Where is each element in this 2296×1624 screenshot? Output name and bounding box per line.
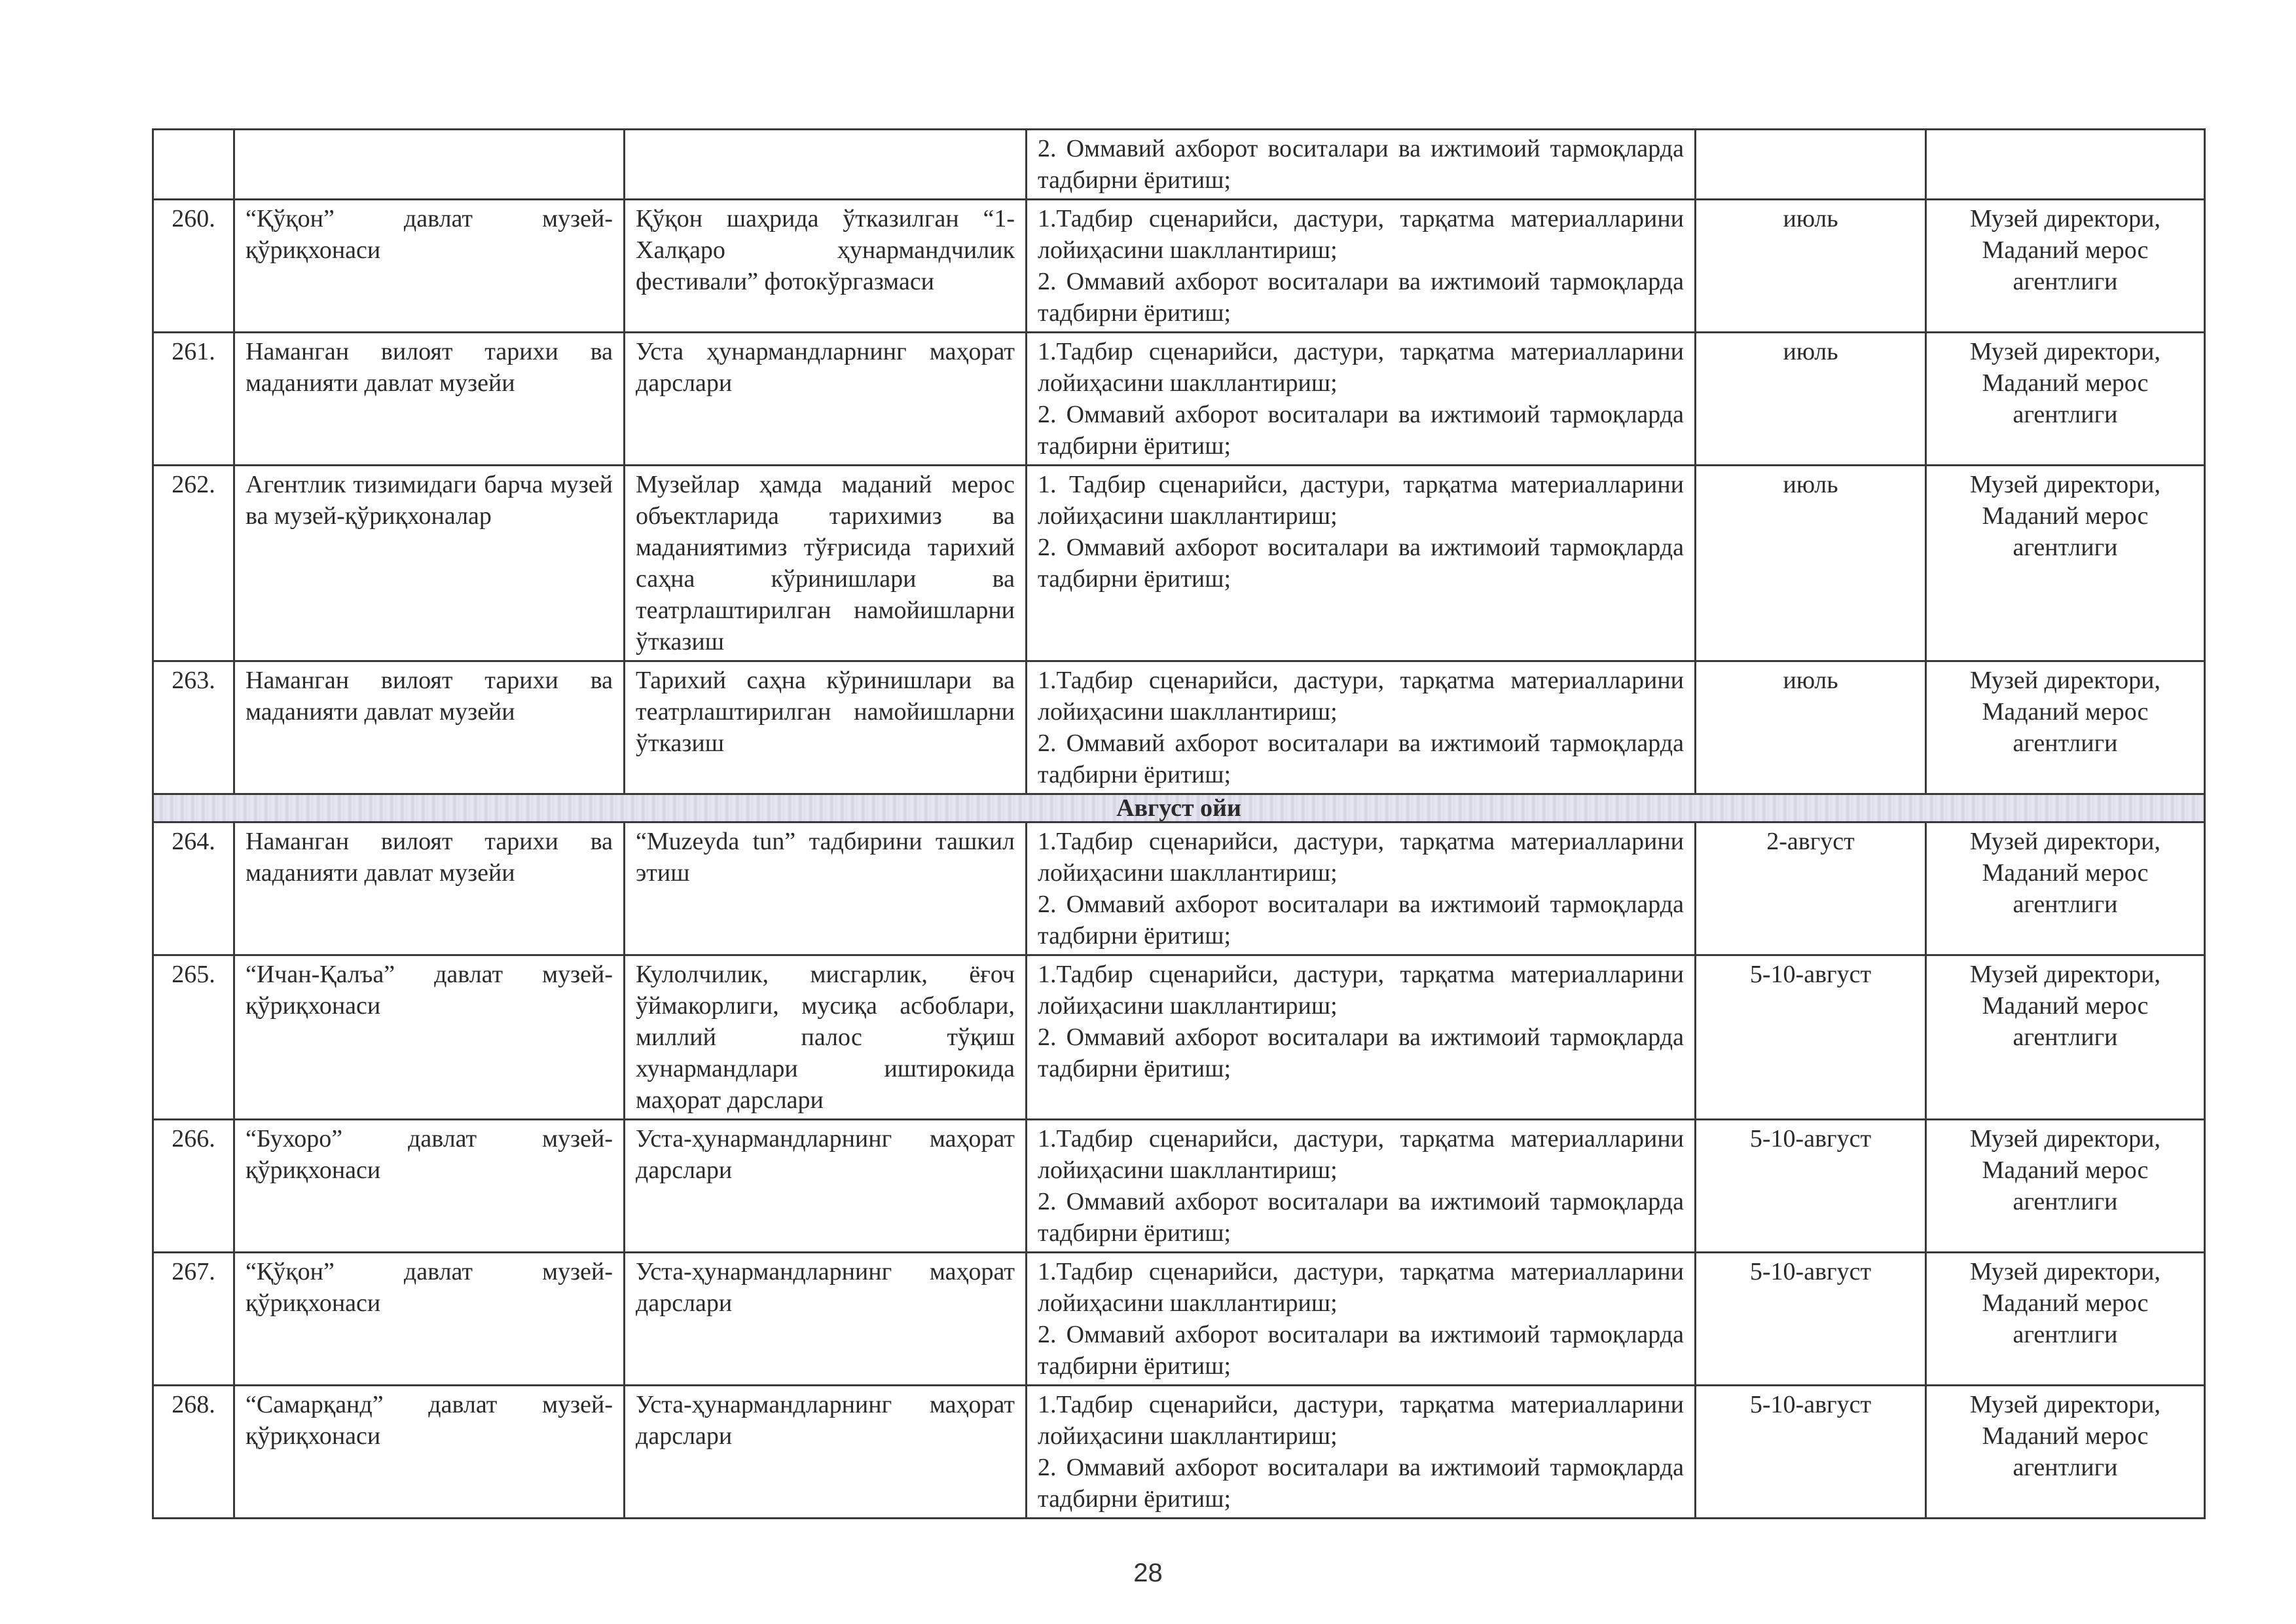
cell-number: 262. [153,466,234,661]
section-header-august: Август ойи [153,794,2205,822]
action-item: 1. Тадбир сценарийси, дастури, тарқатма материалларини лойиҳасини шакллантириш; [1038,471,1684,530]
cell-event [625,130,1027,200]
cell-number: 260. [153,200,234,333]
cell-actions [1027,1120,1696,1253]
action-item: 1.Тадбир сценарийси, дастури, тарқатма материалларини лойиҳасини шакллантириш; [1038,828,1684,887]
cell-date: 5-10-август [1696,955,1926,1120]
cell-responsible: Музей директори, Маданий мерос агентлиги [1926,466,2205,661]
table-row [153,466,2205,661]
action-item: 2. Оммавий ахборот воситалари ва ижтимоий тармоқларда тадбирни ёритиш; [1038,401,1684,460]
action-item: 1.Тадбир сценарийси, дастури, тарқатма материалларини лойиҳасини шакллантириш; [1038,961,1684,1020]
cell-event: Тарихий саҳна кўринишлари ва театрлаштирилган намойишларни ўтказиш [625,661,1027,794]
page-number: 28 [1133,1559,1163,1587]
cell-actions [1027,661,1696,794]
action-item: 1.Тадбир сценарийси, дастури, тарқатма материалларини лойиҳасини шакллантириш; [1038,338,1684,397]
cell-organization: Наманган вилоят тарихи ва маданияти давлат музейи [234,333,625,466]
cell-number: 267. [153,1253,234,1386]
cell-number: 261. [153,333,234,466]
cell-organization: Наманган вилоят тарихи ва маданияти давлат музейи [234,822,625,955]
cell-event: Кулолчилик, мисгарлик, ёғоч ўймакорлиги, мусиқа асбоблари, миллий палос тўқиш хунармандлари иштирокида маҳорат дарслари [625,955,1027,1120]
cell-actions [1027,466,1696,661]
cell-responsible: Музей директори, Маданий мерос агентлиги [1926,822,2205,955]
cell-actions [1027,822,1696,955]
cell-date: 5-10-август [1696,1253,1926,1386]
cell-responsible: Музей директори, Маданий мерос агентлиги [1926,1120,2205,1253]
cell-event: “Muzeyda tun” тадбирини ташкил этиш [625,822,1027,955]
action-item: 1.Тадбир сценарийси, дастури, тарқатма материалларини лойиҳасини шакллантириш; [1038,1258,1684,1317]
cell-number: 263. [153,661,234,794]
section-header-row [153,794,2205,822]
action-item: 2. Оммавий ахборот воситалари ва ижтимоий тармоқларда тадбирни ёритиш; [1038,891,1684,950]
cell-date: 5-10-август [1696,1386,1926,1519]
cell-organization: “Самарқанд” давлат музей-қўриқхонаси [234,1386,625,1519]
cell-actions [1027,1253,1696,1386]
cell-number [153,130,234,200]
cell-date: июль [1696,466,1926,661]
cell-organization: Агентлик тизимидаги барча музей ва музей-қўриқхоналар [234,466,625,661]
cell-date: июль [1696,661,1926,794]
table-row [153,1386,2205,1519]
table-row [153,1120,2205,1253]
cell-number: 268. [153,1386,234,1519]
action-item: 1.Тадбир сценарийси, дастури, тарқатма материалларини лойиҳасини шакллантириш; [1038,667,1684,726]
events-plan-table [152,128,2206,1519]
cell-actions [1027,333,1696,466]
table-row [153,200,2205,333]
cell-date: июль [1696,200,1926,333]
cell-event: Уста-ҳунармандларнинг маҳорат дарслари [625,1120,1027,1253]
cell-organization: “Қўқон” давлат музей-қўриқхонаси [234,200,625,333]
action-item: 2. Оммавий ахборот воситалари ва ижтимоий тармоқларда тадбирни ёритиш; [1038,268,1684,327]
cell-event: Қўқон шаҳрида ўтказилган “1-Халқаро ҳунармандчилик фестивали” фотокўргазмаси [625,200,1027,333]
table-body [153,130,2205,200]
cell-organization: “Ичан-Қалъа” давлат музей-қўриқхонаси [234,955,625,1120]
cell-organization: Наманган вилоят тарихи ва маданияти давлат музейи [234,661,625,794]
action-item: 2. Оммавий ахборот воситалари ва ижтимоий тармоқларда тадбирни ёритиш; [1038,1321,1684,1380]
table-row [153,333,2205,466]
cell-actions [1027,200,1696,333]
cell-event: Музейлар ҳамда маданий мерос объектларида тарихимиз ва маданиятимиз тўғрисида тарихий саҳна кўринишлари ва театрлаштирилган намойишларни ўтказиш [625,466,1027,661]
cell-number: 264. [153,822,234,955]
cell-date: 2-август [1696,822,1926,955]
cell-event: Уста-ҳунармандларнинг маҳорат дарслари [625,1386,1027,1519]
cell-date: июль [1696,333,1926,466]
table-row-continuation [153,130,2205,200]
cell-responsible: Музей директори, Маданий мерос агентлиги [1926,1386,2205,1519]
action-item: 2. Оммавий ахборот воситалари ва ижтимоий тармоқларда тадбирни ёритиш; [1038,729,1684,788]
cell-actions [1027,955,1696,1120]
action-item: 1.Тадбир сценарийси, дастури, тарқатма материалларини лойиҳасини шакллантириш; [1038,205,1684,264]
cell-event: Уста-ҳунармандларнинг маҳорат дарслари [625,1253,1027,1386]
action-item: 2. Оммавий ахборот воситалари ва ижтимоий тармоқларда тадбирни ёритиш; [1038,534,1684,593]
table-row [153,661,2205,794]
cell-number: 266. [153,1120,234,1253]
action-item: 1.Тадбир сценарийси, дастури, тарқатма материалларини лойиҳасини шакллантириш; [1038,1125,1684,1184]
cell-responsible: Музей директори, Маданий мерос агентлиги [1926,661,2205,794]
cell-organization: “Бухоро” давлат музей-қўриқхонаси [234,1120,625,1253]
cell-date [1696,130,1926,200]
table-row [153,1253,2205,1386]
cell-number: 265. [153,955,234,1120]
cell-responsible: Музей директори, Маданий мерос агентлиги [1926,200,2205,333]
august-rows [153,822,2205,1519]
cell-event: Уста ҳунармандларнинг маҳорат дарслари [625,333,1027,466]
action-item: 2. Оммавий ахборот воситалари ва ижтимоий тармоқларда тадбирни ёритиш; [1038,1188,1684,1247]
action-item: 2. Оммавий ахборот воситалари ва ижтимоий тармоқларда тадбирни ёритиш; [1038,135,1684,194]
cell-responsible: Музей директори, Маданий мерос агентлиги [1926,333,2205,466]
action-item: 2. Оммавий ахборот воситалари ва ижтимоий тармоқларда тадбирни ёритиш; [1038,1454,1684,1513]
table-row [153,955,2205,1120]
cell-responsible: Музей директори, Маданий мерос агентлиги [1926,1253,2205,1386]
august-section [153,794,2205,822]
cell-responsible [1926,130,2205,200]
cell-organization [234,130,625,200]
cell-actions [1027,130,1696,200]
cell-date: 5-10-август [1696,1120,1926,1253]
action-item: 1.Тадбир сценарийси, дастури, тарқатма материалларини лойиҳасини шакллантириш; [1038,1391,1684,1450]
july-rows [153,200,2205,794]
cell-responsible: Музей директори, Маданий мерос агентлиги [1926,955,2205,1120]
table-row [153,822,2205,955]
cell-actions [1027,1386,1696,1519]
cell-organization: “Қўқон” давлат музей-қўриқхонаси [234,1253,625,1386]
action-item: 2. Оммавий ахборот воситалари ва ижтимоий тармоқларда тадбирни ёритиш; [1038,1024,1684,1082]
